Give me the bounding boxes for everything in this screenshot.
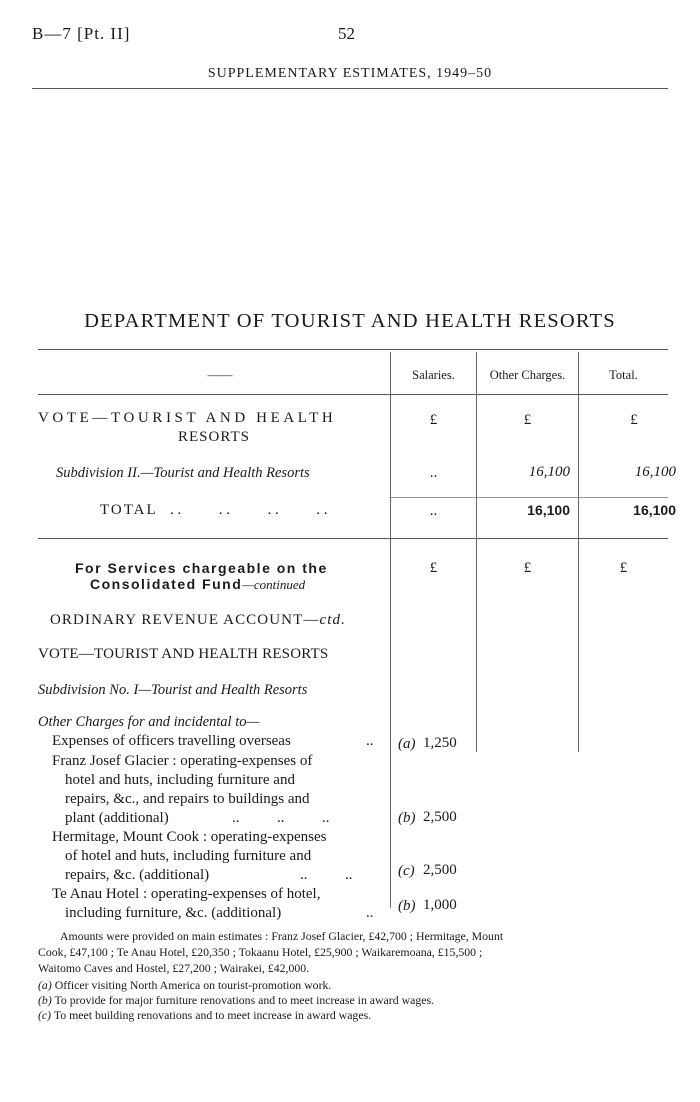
column-header-other-charges: Other Charges. xyxy=(489,368,566,382)
amounts-note-line: Waitomo Caves and Hostel, £27,200 ; Wairakei, £42,000. xyxy=(38,961,310,975)
vote-heading: VOTE—TOURIST AND HEALTH RESORTS xyxy=(38,646,329,662)
other-charges-heading: Other Charges for and incidental to— xyxy=(38,714,260,730)
subdivision-ii-label: Subdivision II.—Tourist and Health Resorts xyxy=(56,465,310,481)
footnote xyxy=(38,978,331,993)
item-line: of hotel and huts, including furniture and xyxy=(65,848,312,864)
total-salaries: .. xyxy=(429,503,438,519)
item-leaders: .. .. .. xyxy=(232,810,330,826)
item-amount: 1,250 xyxy=(423,735,457,751)
summary-end-rule xyxy=(38,538,668,539)
currency-total: £ xyxy=(630,412,638,428)
item-line: Expenses of officers travelling overseas xyxy=(52,733,291,749)
services-heading: For Services chargeable on the xyxy=(75,560,328,576)
item-note-mark: (c) xyxy=(398,863,415,879)
table-header-rule xyxy=(38,394,668,395)
subdivision-ii-salaries: .. xyxy=(429,465,438,481)
column-header-salaries: Salaries. xyxy=(412,368,455,382)
page-number: 52 xyxy=(338,24,355,43)
table-top-rule xyxy=(38,349,668,350)
item-leaders: .. xyxy=(366,905,374,921)
item-line: repairs, &c. (additional) xyxy=(65,867,210,883)
column-header-total: Total. xyxy=(609,368,638,382)
account-ctd: ctd. xyxy=(319,612,346,628)
footnote-text: Officer visiting North America on tourist-promotion work. xyxy=(54,978,332,992)
account-label: ORDINARY REVENUE ACCOUNT— xyxy=(50,612,320,628)
total-leaders: . . . . . . . . xyxy=(170,502,328,518)
amounts-note-line: Amounts were provided on main estimates : Franz Josef Glacier, £42,700 ; Hermitage, Mount xyxy=(60,929,504,943)
subdivision-i-label: Subdivision No. I—Tourist and Health Resorts xyxy=(38,682,308,698)
footnote-mark: (c) xyxy=(38,1008,52,1022)
vote-summary-title: VOTE—TOURIST AND HEALTH xyxy=(38,410,337,426)
footnote-text: To provide for major furniture renovations and to meet increase in award wages. xyxy=(54,993,435,1007)
item-amount: 2,500 xyxy=(423,809,457,825)
total-other: 16,100 xyxy=(527,502,570,518)
footnote-mark: (b) xyxy=(38,993,52,1007)
item-amount: 1,000 xyxy=(423,897,457,913)
services-heading-cont xyxy=(90,576,305,594)
services-currency-total: £ xyxy=(619,560,628,576)
services-currency-salaries: £ xyxy=(429,560,438,576)
subdivision-ii-total: 16,100 xyxy=(634,464,676,480)
footnote xyxy=(38,1008,371,1023)
item-line: Hermitage, Mount Cook : operating-expenses xyxy=(52,829,327,845)
continued-label: —continued xyxy=(242,577,306,592)
header-dash: —— xyxy=(207,368,233,382)
header-rule xyxy=(32,88,668,89)
item-note-mark: (b) xyxy=(398,810,416,826)
summary-divider-rule xyxy=(390,497,668,498)
currency-other: £ xyxy=(523,412,532,428)
currency-salaries: £ xyxy=(429,412,438,428)
item-line: Te Anau Hotel : operating-expenses of hotel, xyxy=(52,886,321,902)
item-amount: 2,500 xyxy=(423,862,457,878)
consolidated-fund-label: Consolidated Fund xyxy=(90,576,243,592)
total-label: TOTAL xyxy=(100,502,158,518)
document-reference: B—7 [Pt. II] xyxy=(32,24,131,43)
item-line: hotel and huts, including furniture and xyxy=(65,772,295,788)
item-leaders: .. xyxy=(366,733,374,749)
column-divider-salaries xyxy=(390,352,391,908)
account-heading xyxy=(50,612,346,629)
item-line: including furniture, &c. (additional) xyxy=(65,905,282,921)
total-total: 16,100 xyxy=(633,502,676,518)
vote-summary-title-cont: RESORTS xyxy=(178,429,250,445)
item-note-mark: (a) xyxy=(398,736,416,752)
item-line: repairs, &c., and repairs to buildings and xyxy=(65,791,310,807)
item-leaders: .. .. xyxy=(300,867,353,883)
footnote-text: To meet building renovations and to meet increase in award wages. xyxy=(53,1008,372,1022)
amounts-note-line: Cook, £47,100 ; Te Anau Hotel, £20,350 ; Tokaanu Hotel, £25,900 ; Waikaremoana, £15,500 ; xyxy=(38,945,483,959)
footnote-mark: (a) xyxy=(38,978,52,992)
department-title: DEPARTMENT OF TOURIST AND HEALTH RESORTS xyxy=(84,310,616,332)
services-currency-other: £ xyxy=(523,560,532,576)
subdivision-ii-other: 16,100 xyxy=(528,464,570,480)
running-title: SUPPLEMENTARY ESTIMATES, 1949–50 xyxy=(207,66,493,81)
item-line: plant (additional) xyxy=(65,810,169,826)
item-line: Franz Josef Glacier : operating-expenses of xyxy=(52,753,313,769)
item-note-mark: (b) xyxy=(398,898,416,914)
footnote xyxy=(38,993,434,1008)
